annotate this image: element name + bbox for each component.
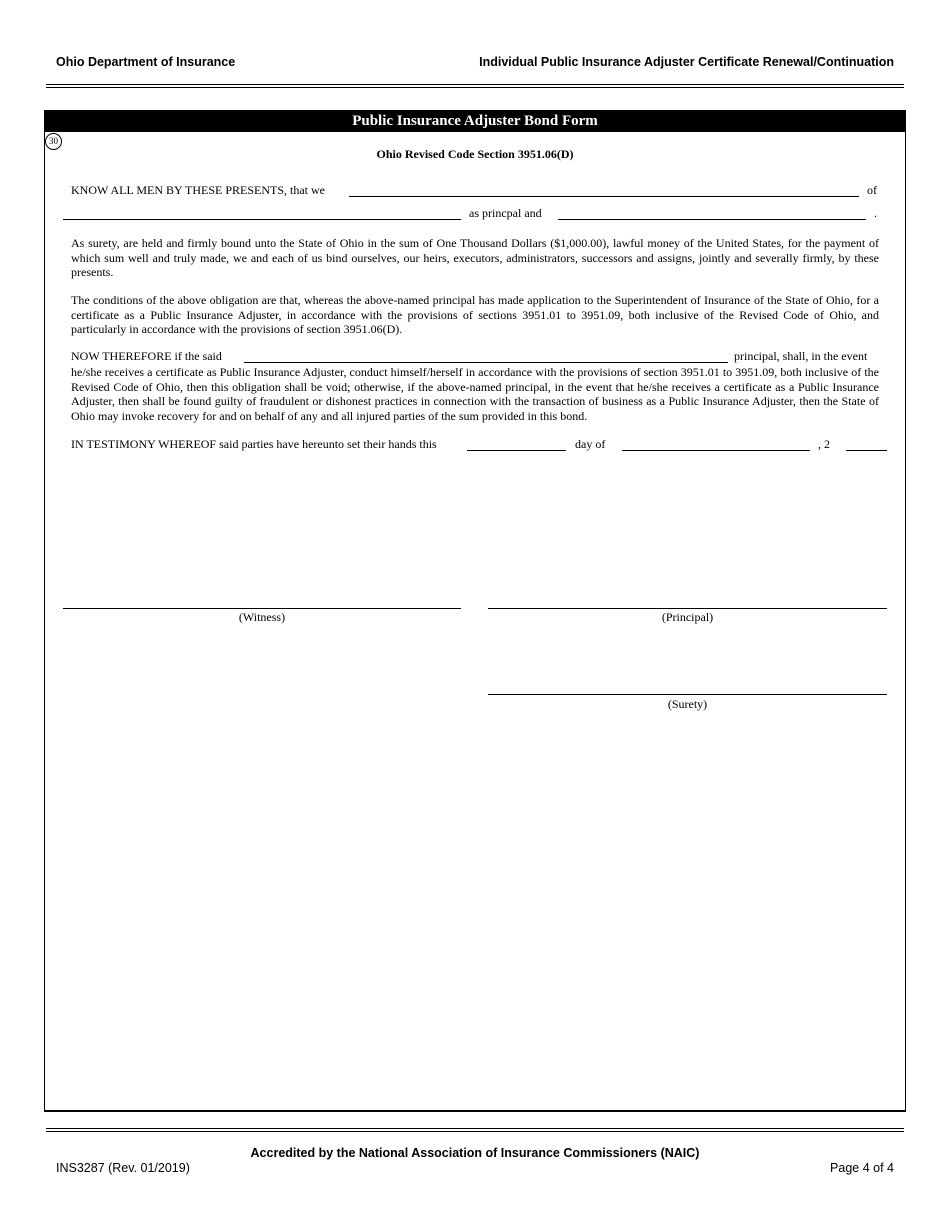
- witness-signature-line[interactable]: [63, 608, 461, 609]
- testimony-label: IN TESTIMONY WHEREOF said parties have hereunto set their hands this: [71, 437, 437, 451]
- surety-paragraph: As surety, are held and firmly bound unto the State of Ohio in the sum of One Thousand Dollars ($1,000.00), lawful money of the United States, for the payment of which sum well and truly made, we and each of us bind ourselves, our heirs, executors, administrators, successors and assigns, jointly and severally firmly, by these presents.: [71, 236, 879, 279]
- of-label: of: [867, 183, 877, 197]
- period-mark: .: [874, 206, 877, 220]
- naic-accreditation: Accredited by the National Association of Insurance Commissioners (NAIC): [250, 1146, 700, 1160]
- principal-address-field[interactable]: [63, 219, 461, 220]
- year-prefix: , 2: [818, 437, 830, 451]
- agency-name: Ohio Department of Insurance: [56, 55, 236, 69]
- principal-signature-line[interactable]: [488, 608, 887, 609]
- field-number-badge: 30: [45, 133, 62, 150]
- principal-name-field[interactable]: [244, 362, 728, 363]
- page-number: Page 4 of 4: [830, 1161, 894, 1175]
- now-therefore-paragraph: he/she receives a certificate as Public Insurance Adjuster, conduct himself/herself in accordance with the provisions of section 3951.01 to 3951.09, both inclusive of the Revised Code of Ohio, then this obligation shall be void; otherwise, if the above-named principal, in the event that he/she receives a certificate as a Public Insurance Adjuster, then shall be found guilty of fraudulent or dishonest practices in connection with the transaction of business as a Public Insurance Adjuster, then the State of Ohio may invoke recovery for and on behalf of any and all injured parties of the sum provided in this bond.: [71, 365, 879, 423]
- day-of-label: day of: [575, 437, 606, 451]
- principal-label: (Principal): [661, 610, 714, 624]
- witness-label: (Witness): [238, 610, 286, 624]
- month-field[interactable]: [622, 450, 810, 451]
- know-all-men-label: KNOW ALL MEN BY THESE PRESENTS, that we: [71, 183, 325, 197]
- now-therefore-tail: principal, shall, in the event: [734, 349, 868, 363]
- form-subtitle: Ohio Revised Code Section 3951.06(D): [376, 147, 574, 161]
- now-therefore-label: NOW THEREFORE if the said: [71, 349, 222, 363]
- surety-label: (Surety): [667, 697, 708, 711]
- as-principal-label: as princpal and: [469, 206, 542, 220]
- parties-name-field[interactable]: [349, 196, 859, 197]
- header-divider: [46, 84, 904, 88]
- form-title-bar: Public Insurance Adjuster Bond Form: [44, 110, 906, 132]
- surety-name-field[interactable]: [558, 219, 866, 220]
- form-code: INS3287 (Rev. 01/2019): [56, 1161, 190, 1175]
- year-field[interactable]: [846, 450, 887, 451]
- footer-divider: [46, 1128, 904, 1132]
- conditions-paragraph: The conditions of the above obligation are that, whereas the above-named principal has made application to the Superintendent of Insurance of the State of Ohio, for a certificate as a Public Insurance Adjuster, in accordance with the provisions of sections 3951.01 to 3951.09, both inclusive of the Revised Code of Ohio, and particularly in accordance with the provisions of section 3951.06(D).: [71, 293, 879, 336]
- form-header-title: Individual Public Insurance Adjuster Certificate Renewal/Continuation: [479, 55, 894, 69]
- day-field[interactable]: [467, 450, 566, 451]
- surety-signature-line[interactable]: [488, 694, 887, 695]
